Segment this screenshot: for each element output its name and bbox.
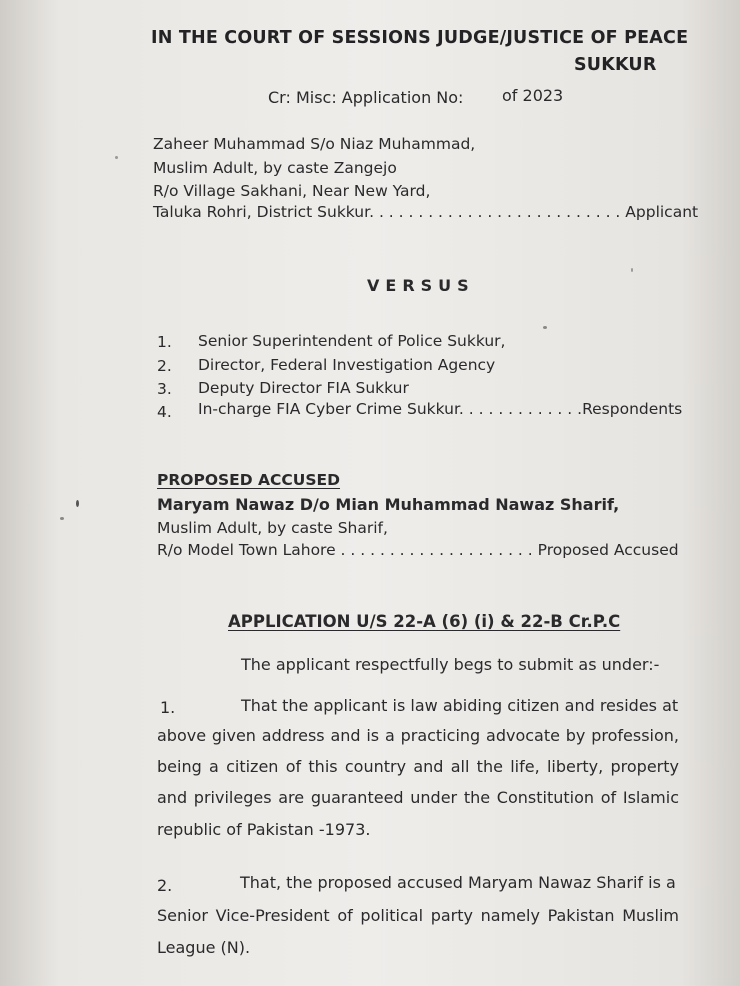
paper-mark [631,268,633,272]
proposed-accused-heading: PROPOSED ACCUSED [157,471,340,489]
application-number-label: Cr: Misc: Application No: [268,88,464,107]
respondent-item: Senior Superintendent of Police Sukkur, [198,332,506,350]
proposed-accused-name: Maryam Nawaz D/o Mian Muhammad Nawaz Sharif, [157,495,620,514]
proposed-accused-line-2: Muslim Adult, by caste Sharif, [157,519,388,537]
paper-mark [543,326,547,329]
paragraph-1-line-3: being a citizen of this country and all the life, liberty, property [157,757,679,776]
applicant-line-2: Muslim Adult, by caste Zangejo [153,159,397,177]
court-title: IN THE COURT OF SESSIONS JUDGE/JUSTICE OF PEACE [151,28,689,48]
paragraph-number: 2. [157,876,173,895]
paper-mark [115,156,118,159]
applicant-line-1: Zaheer Muhammad S/o Niaz Muhammad, [153,135,476,153]
application-year: of 2023 [502,86,564,105]
court-city: SUKKUR [574,55,657,75]
applicant-line-4: Taluka Rohri, District Sukkur. . . . . . . . . . . . . . . . . . . . . . . . . . Applicant [153,203,699,221]
paragraph-2-line-2: Senior Vice-President of political party namely Pakistan Muslim [157,906,679,925]
paper-mark [60,517,64,520]
applicant-line-3: R/o Village Sakhani, Near New Yard, [153,182,431,200]
paragraph-1-line-1: That the applicant is law abiding citizen and resides at [241,696,679,715]
paragraph-number: 1. [160,698,176,717]
intro-text: The applicant respectfully begs to submit as under:- [241,655,660,674]
paper-mark [76,500,79,507]
respondent-item: Deputy Director FIA Sukkur [198,379,409,397]
paragraph-1-line-5: republic of Pakistan -1973. [157,820,371,839]
respondent-item: In-charge FIA Cyber Crime Sukkur. . . . . . . . . . . . .Respondents [198,400,683,418]
proposed-accused-line-3: R/o Model Town Lahore . . . . . . . . . . . . . . . . . . . . Proposed Accused [157,541,679,559]
respondent-number: 3. [157,380,172,398]
respondent-item: Director, Federal Investigation Agency [198,356,496,374]
versus-heading: VERSUS [367,276,475,295]
respondent-number: 4. [157,403,172,421]
paragraph-2-line-3: League (N). [157,938,251,957]
respondent-number: 2. [157,357,172,375]
application-title: APPLICATION U/S 22-A (6) (i) & 22-B Cr.P.C [228,612,621,631]
paragraph-1-line-4: and privileges are guaranteed under the Constitution of Islamic [157,788,679,807]
paragraph-2-line-1: That, the proposed accused Maryam Nawaz Sharif is a [240,873,676,892]
respondent-number: 1. [157,333,172,351]
paragraph-1-line-2: above given address and is a practicing advocate by profession, [157,726,679,745]
